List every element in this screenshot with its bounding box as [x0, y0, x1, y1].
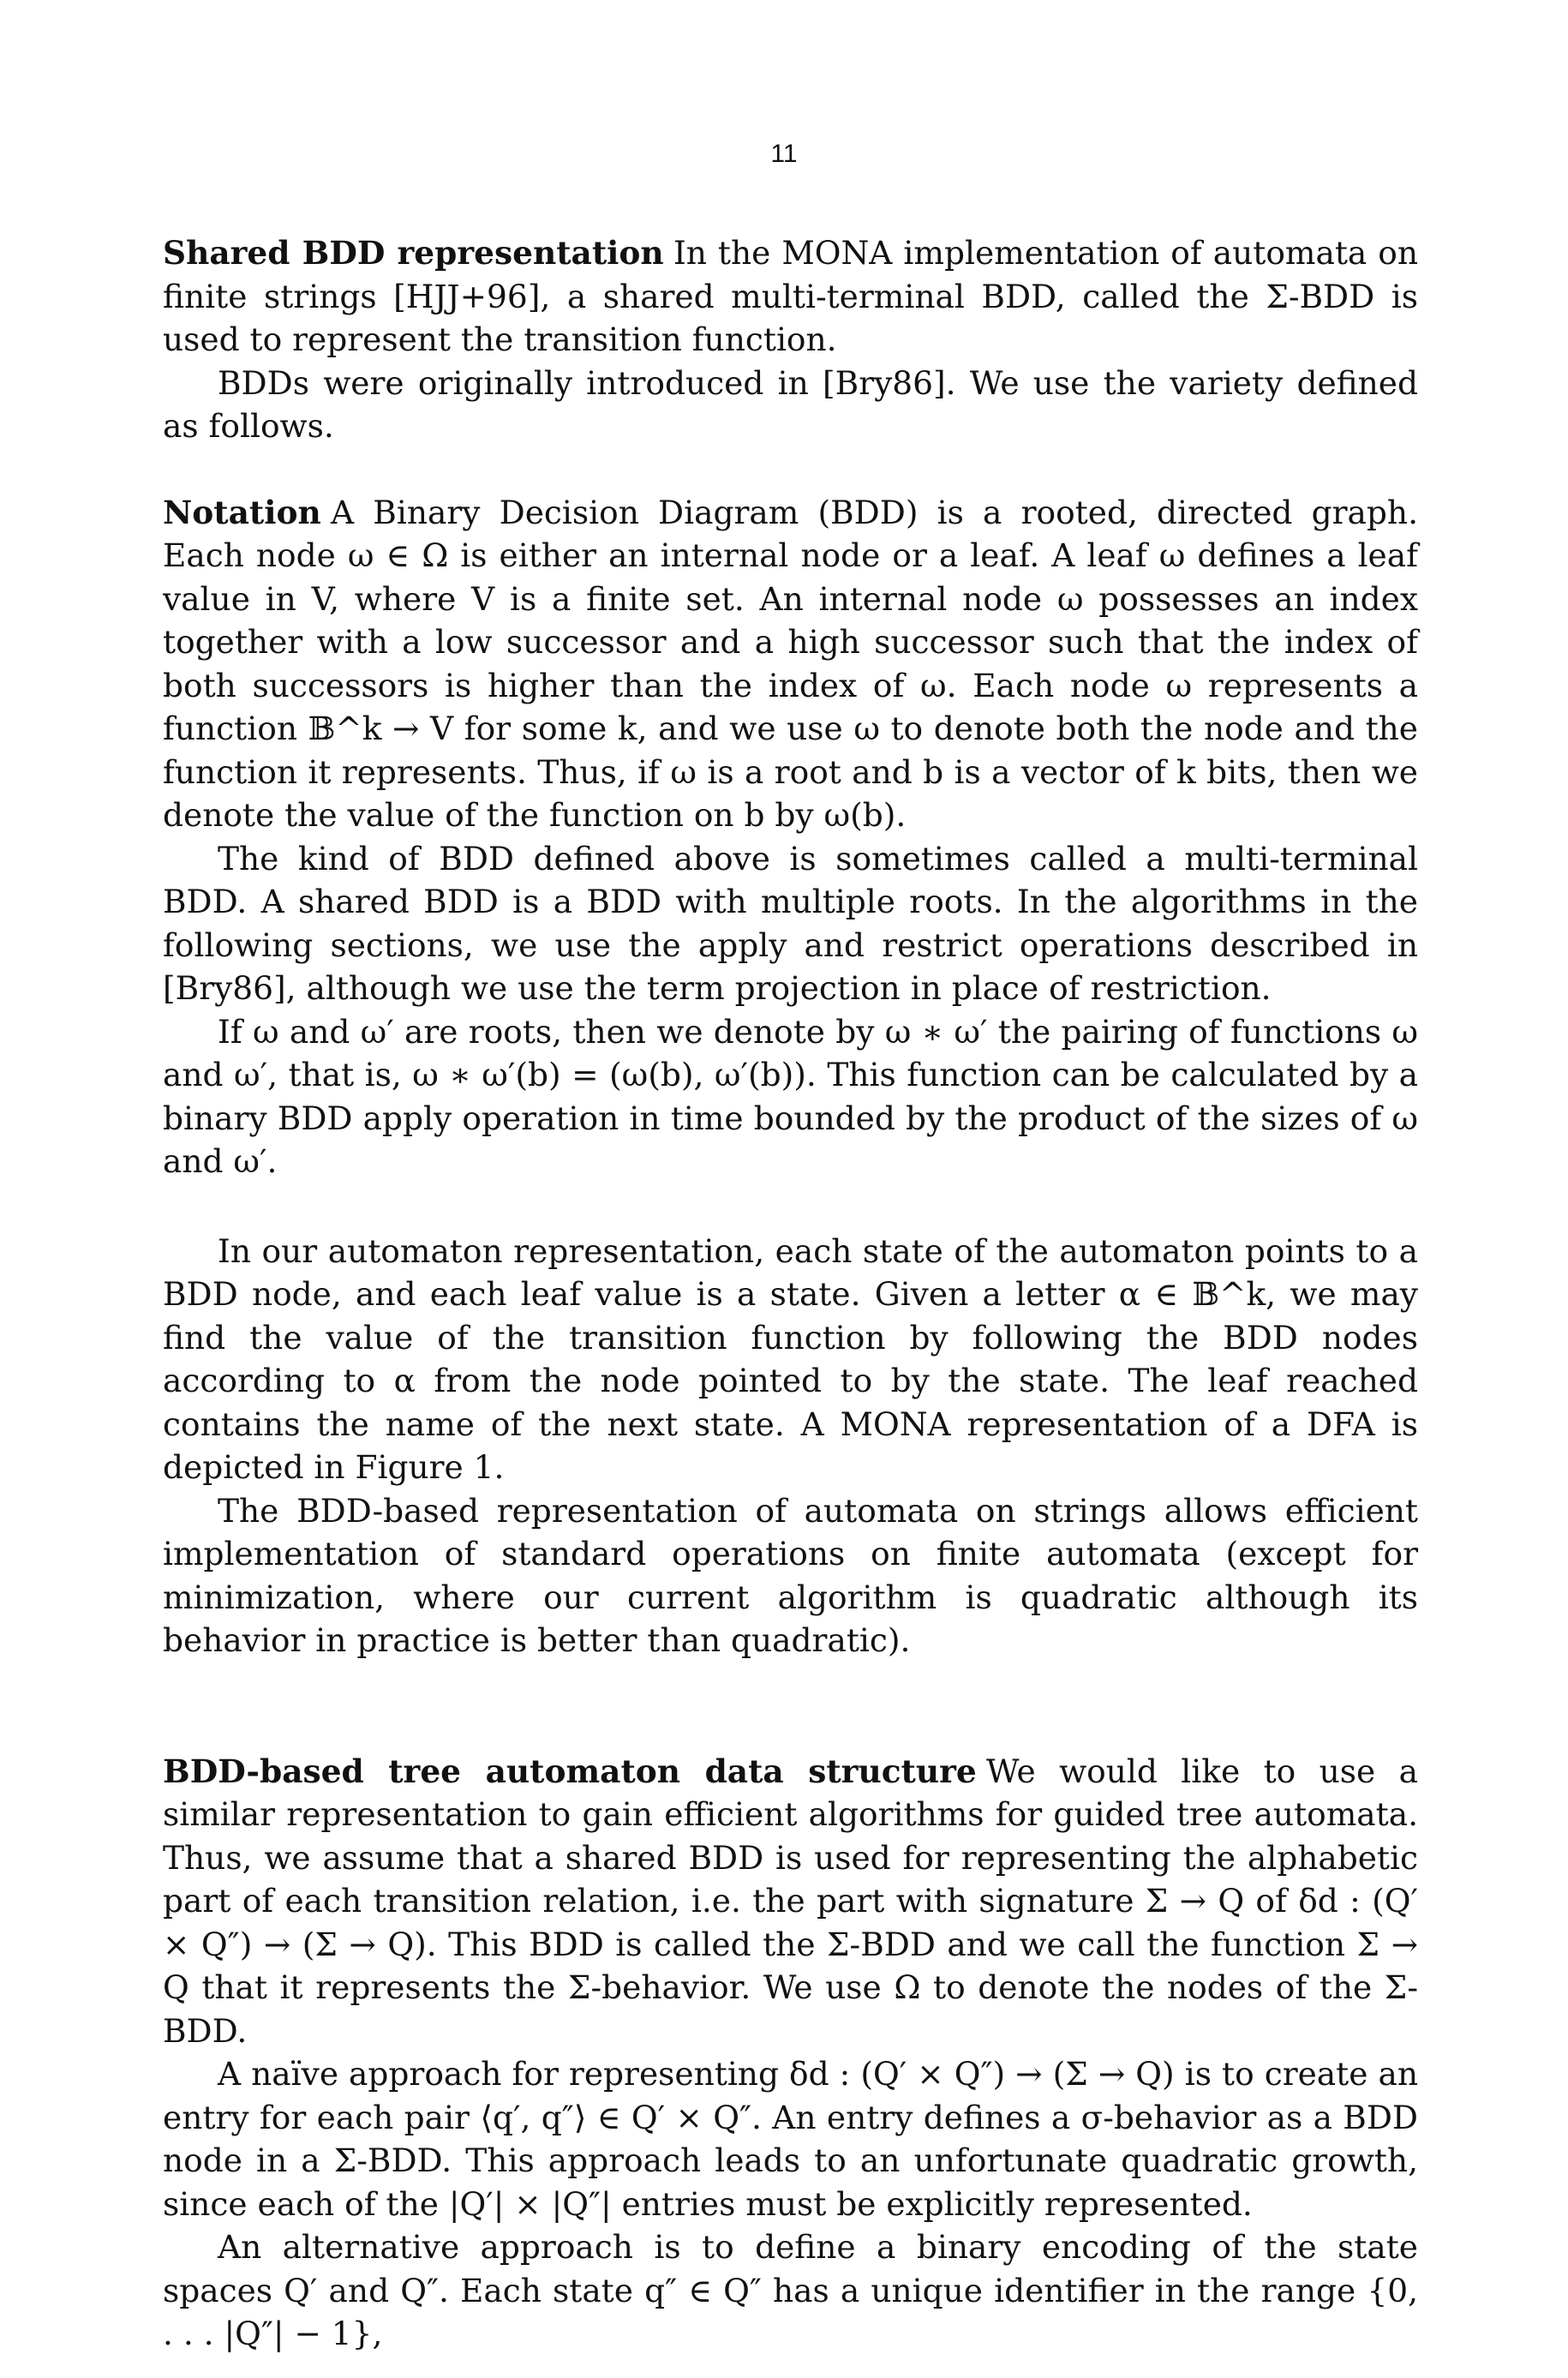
paragraph-text: A Binary Decision Diagram (BDD) is a rooted, directed graph. Each node ω ∈ Ω is either an internal node or a leaf. A leaf ω defines a leaf value in V, where V is a finite set. An internal node ω possesses an index together with a low successor and a high successor such that the index of both successors is higher than the index of ω. Each node ω represents a function 𝔹^k → V for some k, and we use ω to denote both the node and the function it represents. Thus, if ω is a root and b is a vector of k bits, then we denote the value of the function on b by ω(b). [163, 493, 1418, 834]
paragraph-text: A naïve approach for representing δd : (Q′ × Q″) → (Σ → Q) is to create an entry for each pair ⟨q′, q″⟩ ∈ Q′ × Q″. An entry defines a σ-behavior as a BDD node in a Σ-BDD. This approach leads to an unfortunate quadratic growth, since each of the |Q′| × |Q″| entries must be explicitly represented. [163, 2055, 1418, 2223]
paragraph [163, 491, 1418, 837]
paragraph-text: The kind of BDD defined above is sometimes called a multi-terminal BDD. A shared BDD is a BDD with multiple roots. In the algorithms in the following sections, we use the apply and restrict operations described in [Bry86], although we use the term projection in place of restriction. [163, 839, 1418, 1007]
paragraph-text: BDDs were originally introduced in [Bry86]. We use the variety defined as follows. [163, 363, 1418, 445]
paragraph [163, 1489, 1418, 1662]
page-number: 11 [770, 140, 798, 168]
paragraph [163, 362, 1418, 448]
paragraph-text: In the MONA implementation of automata on finite strings [HJJ+96], a shared multi-terminal BDD, called the Σ-BDD is used to represent the transition function. [163, 234, 1419, 358]
section-heading: BDD-based tree automaton data structure [163, 1752, 977, 1790]
paragraph [163, 2052, 1418, 2225]
section-heading: Notation [163, 493, 321, 531]
paragraph [163, 2225, 1418, 2356]
paragraph-text: We would like to use a similar representation to gain efficient algorithms for guided tree automata. Thus, we assume that a shared BDD is used for representing the alphabetic part of each transition relation, i.e. the part with signature Σ → Q of δd : (Q′ × Q″) → (Σ → Q). This BDD is called the Σ-BDD and we call the function Σ → Q that it represents the Σ-behavior. We use Ω to denote the nodes of the Σ-BDD. [163, 1752, 1418, 2050]
paragraph-text: The BDD-based representation of automata on strings allows efficient implementation of standard operations on finite automata (except for minimization, where our current algorithm is quadratic although its behavior in practice is better than quadratic). [163, 1491, 1418, 1659]
section-heading: Shared BDD representation [163, 234, 664, 272]
paragraph [163, 837, 1418, 1010]
page-body [163, 231, 1418, 2356]
paragraph [163, 231, 1418, 362]
paragraph-text: In our automaton representation, each state of the automaton points to a BDD node, and each leaf value is a state. Given a letter α ∈ 𝔹^k, we may find the value of the transition function by following the BDD nodes according to α from the node pointed to by the state. The leaf reached contains the name of the next state. A MONA representation of a DFA is depicted in Figure 1. [163, 1231, 1418, 1486]
paragraph-text: An alternative approach is to define a binary encoding of the state spaces Q′ and Q″. Each state q″ ∈ Q″ has a unique identifier in the range {0, . . . |Q″| − 1}, [163, 2228, 1418, 2352]
paragraph [163, 1230, 1418, 1489]
paragraph [163, 1010, 1418, 1183]
paragraph-text: If ω and ω′ are roots, then we denote by ω ∗ ω′ the pairing of functions ω and ω′, that is, ω ∗ ω′(b) = (ω(b), ω′(b)). This function can be calculated by a binary BDD apply operation in time bounded by the product of the sizes of ω and ω′. [163, 1012, 1418, 1180]
paragraph [163, 1750, 1418, 2053]
